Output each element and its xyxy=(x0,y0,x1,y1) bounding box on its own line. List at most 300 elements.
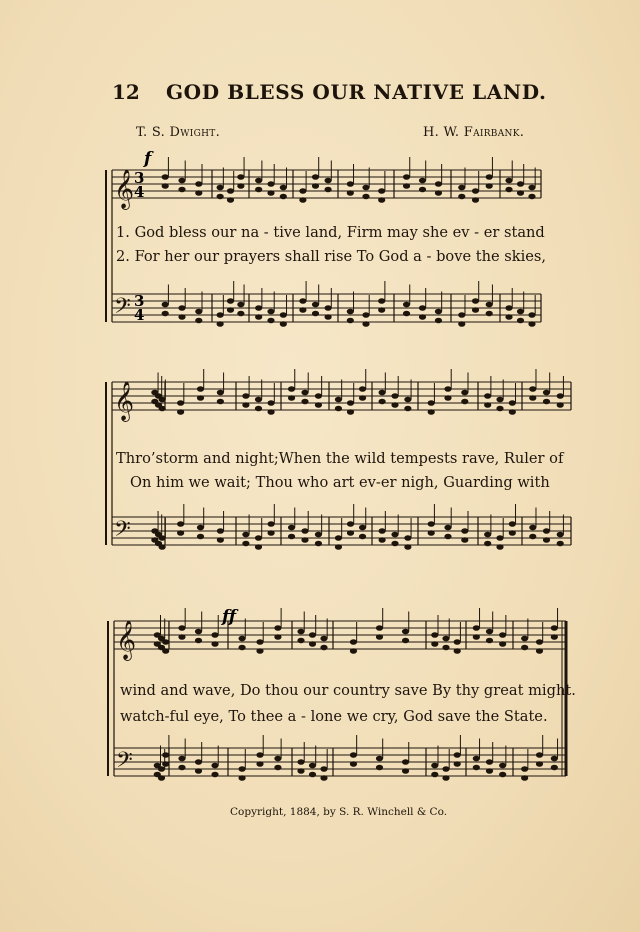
note-head-lower xyxy=(255,406,262,412)
note-head xyxy=(217,528,224,534)
note-head-lower xyxy=(255,544,262,550)
note-head xyxy=(402,629,409,635)
time-signature-treble-top: 3 xyxy=(134,169,145,187)
note-head-lower xyxy=(238,775,245,781)
lyric-system2-verse1: Thro’storm and night;When the wild tempests rave, Ruler of xyxy=(116,450,564,467)
note-head-lower xyxy=(312,183,319,189)
note-head-lower xyxy=(458,321,465,327)
note-head xyxy=(320,766,327,772)
note-head-lower xyxy=(403,311,410,317)
note-head xyxy=(335,535,342,541)
note-head-lower xyxy=(217,399,224,405)
note-head xyxy=(268,400,275,406)
note-head-lower xyxy=(404,406,411,412)
note-head xyxy=(378,188,385,194)
lyric-system1-verse2: 2. For her our prayers shall rise To God a - bove the skies, xyxy=(116,248,547,265)
note-head-lower xyxy=(217,537,224,543)
note-head-lower xyxy=(350,761,357,767)
note-head xyxy=(376,756,383,762)
note-head-lower xyxy=(347,318,354,324)
note-head-lower xyxy=(211,641,218,647)
note-head xyxy=(444,525,451,531)
note-head-lower xyxy=(435,190,442,196)
note-head-lower xyxy=(238,645,245,651)
note-head xyxy=(162,174,169,180)
note-head-lower xyxy=(536,648,543,654)
note-head-lower xyxy=(378,197,385,203)
note-head xyxy=(521,636,528,642)
note-head xyxy=(177,521,184,527)
note-head-lower xyxy=(320,775,327,781)
note-head xyxy=(238,636,245,642)
note-head xyxy=(486,759,493,765)
note-head xyxy=(227,188,234,194)
note-head-lower xyxy=(177,530,184,536)
note-head xyxy=(274,625,281,631)
note-head-lower xyxy=(505,187,512,193)
note-head xyxy=(256,639,263,645)
note-head xyxy=(551,625,558,631)
note-head xyxy=(217,185,224,191)
note-head-lower xyxy=(195,190,202,196)
note-head-lower xyxy=(496,544,503,550)
note-head-lower xyxy=(557,402,564,408)
note-head xyxy=(496,535,503,541)
note-head xyxy=(454,752,461,758)
note-head-lower xyxy=(486,638,493,644)
treble-clef-icon: 𝄞 xyxy=(116,620,137,660)
note-head-lower xyxy=(505,314,512,320)
note-head xyxy=(435,181,442,187)
note-head xyxy=(350,639,357,645)
lyric-system1-verse1: 1. God bless our na - tive land, Firm may she ev - er stand xyxy=(116,224,545,241)
note-head xyxy=(297,629,304,635)
note-head xyxy=(444,386,451,392)
note-head xyxy=(486,629,493,635)
note-head-lower xyxy=(335,544,342,550)
note-head xyxy=(320,636,327,642)
note-head xyxy=(378,298,385,304)
note-head-lower xyxy=(237,183,244,189)
note-head xyxy=(517,181,524,187)
dynamic-fortissimo: ff xyxy=(222,607,237,627)
note-head xyxy=(347,309,354,315)
bass-clef-icon: 𝄢 xyxy=(116,748,133,778)
note-head-lower xyxy=(431,641,438,647)
note-head xyxy=(484,393,491,399)
note-head xyxy=(195,181,202,187)
note-head-lower xyxy=(178,765,185,771)
note-head-lower xyxy=(473,765,480,771)
note-head xyxy=(325,305,332,311)
note-head xyxy=(315,532,322,538)
note-head-lower xyxy=(325,314,332,320)
note-head-lower xyxy=(256,648,263,654)
note-head xyxy=(217,390,224,396)
note-head xyxy=(255,178,262,184)
note-head-lower xyxy=(484,402,491,408)
note-head-lower xyxy=(529,395,536,401)
note-head xyxy=(379,390,386,396)
note-head xyxy=(517,309,524,315)
note-head xyxy=(347,521,354,527)
note-head-lower xyxy=(211,772,218,778)
note-head-lower xyxy=(454,761,461,767)
note-head xyxy=(325,178,332,184)
note-head-lower xyxy=(458,194,465,200)
note-head-lower xyxy=(521,645,528,651)
note-head-lower xyxy=(274,634,281,640)
note-head-lower xyxy=(517,190,524,196)
note-head-lower xyxy=(280,321,287,327)
note-head xyxy=(543,390,550,396)
note-head xyxy=(195,759,202,765)
note-head-lower xyxy=(178,634,185,640)
note-head xyxy=(528,312,535,318)
note-head-lower xyxy=(362,194,369,200)
note-head-lower xyxy=(557,541,564,547)
note-head xyxy=(402,759,409,765)
treble-clef-icon: 𝄞 xyxy=(114,169,135,209)
note-head-lower xyxy=(288,395,295,401)
note-head xyxy=(543,528,550,534)
note-head-lower xyxy=(162,311,169,317)
note-head-lower xyxy=(496,406,503,412)
note-head xyxy=(162,752,169,758)
note-head-lower xyxy=(227,197,234,203)
note-head xyxy=(499,763,506,769)
note-head xyxy=(496,397,503,403)
note-head xyxy=(195,309,202,315)
note-head xyxy=(403,174,410,180)
note-head-lower xyxy=(529,534,536,540)
note-head xyxy=(431,763,438,769)
note-head xyxy=(458,312,465,318)
note-head xyxy=(435,309,442,315)
note-head xyxy=(350,752,357,758)
note-head-lower xyxy=(217,321,224,327)
note-head xyxy=(347,400,354,406)
note-head-lower xyxy=(486,183,493,189)
note-head xyxy=(159,397,166,403)
note-head xyxy=(419,305,426,311)
note-head xyxy=(499,632,506,638)
note-head-lower xyxy=(242,541,249,547)
note-head-lower xyxy=(335,406,342,412)
note-head xyxy=(473,756,480,762)
note-head xyxy=(403,302,410,308)
lyric-system2-verse2: On him we wait; Thou who art ev-er nigh, Guarding with xyxy=(130,474,550,491)
note-head-lower xyxy=(178,187,185,193)
note-head xyxy=(178,305,185,311)
note-head-lower xyxy=(404,544,411,550)
note-head xyxy=(362,185,369,191)
note-head-lower xyxy=(499,641,506,647)
note-head-lower xyxy=(509,409,516,415)
note-head-lower xyxy=(301,399,308,405)
note-head xyxy=(486,174,493,180)
note-head-lower xyxy=(391,541,398,547)
note-head-lower xyxy=(536,761,543,767)
note-head-lower xyxy=(268,530,275,536)
note-head xyxy=(529,525,536,531)
note-head-lower xyxy=(435,318,442,324)
note-head-lower xyxy=(431,772,438,778)
note-head xyxy=(505,305,512,311)
note-head-lower xyxy=(347,530,354,536)
note-head xyxy=(178,756,185,762)
note-head-lower xyxy=(347,190,354,196)
note-head xyxy=(486,302,493,308)
note-head xyxy=(255,305,262,311)
note-head-lower xyxy=(472,307,479,313)
note-head xyxy=(458,185,465,191)
time-signature-bass-bottom: 4 xyxy=(134,306,145,324)
note-head-lower xyxy=(162,648,169,654)
note-head xyxy=(238,766,245,772)
note-head-lower xyxy=(280,194,287,200)
note-head xyxy=(159,535,166,541)
note-head-lower xyxy=(299,307,306,313)
note-head xyxy=(529,386,536,392)
note-head xyxy=(551,756,558,762)
note-head xyxy=(528,185,535,191)
note-head-lower xyxy=(325,187,332,193)
note-head-lower xyxy=(162,761,169,767)
note-head-lower xyxy=(362,321,369,327)
note-head-lower xyxy=(197,395,204,401)
note-head xyxy=(288,386,295,392)
note-head xyxy=(391,532,398,538)
note-head-lower xyxy=(227,307,234,313)
note-head-lower xyxy=(551,634,558,640)
note-head-lower xyxy=(267,318,274,324)
note-head xyxy=(158,766,165,772)
copyright-notice: Copyright, 1884, by S. R. Winchell & Co. xyxy=(230,806,448,818)
note-head xyxy=(315,393,322,399)
note-head xyxy=(309,632,316,638)
note-head-lower xyxy=(267,190,274,196)
note-head-lower xyxy=(315,402,322,408)
note-head-lower xyxy=(419,187,426,193)
note-head-lower xyxy=(312,311,319,317)
note-head xyxy=(536,752,543,758)
note-head xyxy=(442,766,449,772)
note-head xyxy=(280,312,287,318)
note-head-lower xyxy=(551,765,558,771)
note-head xyxy=(312,174,319,180)
note-head-lower xyxy=(486,768,493,774)
note-head xyxy=(428,400,435,406)
note-head xyxy=(211,763,218,769)
note-head-lower xyxy=(162,183,169,189)
note-head-lower xyxy=(444,395,451,401)
note-head xyxy=(419,178,426,184)
note-head-lower xyxy=(309,772,316,778)
note-head xyxy=(505,178,512,184)
note-head xyxy=(362,312,369,318)
note-head-lower xyxy=(428,530,435,536)
note-head xyxy=(309,763,316,769)
note-head xyxy=(461,390,468,396)
page-number: 12 xyxy=(112,80,140,104)
note-head xyxy=(242,532,249,538)
note-head xyxy=(197,386,204,392)
note-head-lower xyxy=(528,194,535,200)
note-head-lower xyxy=(177,409,184,415)
note-head xyxy=(312,302,319,308)
note-head xyxy=(217,312,224,318)
note-head xyxy=(255,535,262,541)
note-head xyxy=(376,625,383,631)
note-head-lower xyxy=(379,537,386,543)
note-head xyxy=(237,302,244,308)
note-head-lower xyxy=(268,409,275,415)
note-head-lower xyxy=(255,187,262,193)
note-head-lower xyxy=(237,311,244,317)
note-head xyxy=(288,525,295,531)
note-head xyxy=(335,397,342,403)
note-head-lower xyxy=(442,645,449,651)
note-head xyxy=(268,521,275,527)
note-head-lower xyxy=(195,318,202,324)
composer-credit: H. W. Fairbank. xyxy=(423,125,525,140)
note-head-lower xyxy=(528,321,535,327)
dynamic-forte: f xyxy=(144,149,152,169)
note-head xyxy=(178,178,185,184)
note-head-lower xyxy=(299,197,306,203)
note-head-lower xyxy=(347,409,354,415)
note-head-lower xyxy=(297,768,304,774)
note-head xyxy=(391,393,398,399)
note-head-lower xyxy=(376,634,383,640)
note-head xyxy=(280,185,287,191)
note-head xyxy=(509,521,516,527)
note-head xyxy=(162,639,169,645)
treble-clef-icon: 𝄞 xyxy=(114,381,135,421)
note-head xyxy=(557,393,564,399)
note-head-lower xyxy=(195,638,202,644)
note-head xyxy=(379,528,386,534)
note-head-lower xyxy=(315,541,322,547)
note-head xyxy=(297,759,304,765)
note-head xyxy=(454,639,461,645)
note-head-lower xyxy=(195,768,202,774)
note-head-lower xyxy=(256,761,263,767)
note-head-lower xyxy=(521,775,528,781)
note-head xyxy=(267,181,274,187)
note-head-lower xyxy=(217,194,224,200)
note-head xyxy=(256,752,263,758)
note-head-lower xyxy=(499,772,506,778)
note-head-lower xyxy=(159,544,166,550)
note-head-lower xyxy=(402,638,409,644)
note-head xyxy=(404,397,411,403)
note-head-lower xyxy=(444,534,451,540)
note-head xyxy=(242,393,249,399)
note-head xyxy=(162,302,169,308)
note-head-lower xyxy=(509,530,516,536)
note-head xyxy=(359,386,366,392)
note-head-lower xyxy=(376,765,383,771)
note-head xyxy=(473,625,480,631)
note-head xyxy=(557,532,564,538)
note-head-lower xyxy=(309,641,316,647)
note-head-lower xyxy=(350,648,357,654)
note-head xyxy=(299,298,306,304)
note-head xyxy=(274,756,281,762)
note-head xyxy=(227,298,234,304)
note-head-lower xyxy=(543,399,550,405)
note-head-lower xyxy=(359,534,366,540)
note-head-lower xyxy=(359,395,366,401)
note-head-lower xyxy=(461,399,468,405)
note-head-lower xyxy=(159,406,166,412)
note-head xyxy=(237,174,244,180)
time-signature-treble-bottom: 4 xyxy=(134,183,145,201)
note-head xyxy=(461,528,468,534)
note-head xyxy=(472,188,479,194)
note-head xyxy=(255,397,262,403)
note-head xyxy=(404,535,411,541)
note-head xyxy=(431,632,438,638)
note-head-lower xyxy=(197,534,204,540)
note-head xyxy=(301,528,308,534)
note-head-lower xyxy=(178,314,185,320)
note-head xyxy=(299,188,306,194)
note-head xyxy=(359,525,366,531)
time-signature-bass-top: 3 xyxy=(134,292,145,310)
note-head xyxy=(347,181,354,187)
note-head-lower xyxy=(379,399,386,405)
bass-clef-icon: 𝄢 xyxy=(114,294,131,324)
note-head-lower xyxy=(320,645,327,651)
note-head-lower xyxy=(158,775,165,781)
note-head xyxy=(195,629,202,635)
note-head-lower xyxy=(419,314,426,320)
note-head-lower xyxy=(297,638,304,644)
note-head-lower xyxy=(428,409,435,415)
note-head xyxy=(472,298,479,304)
note-head-lower xyxy=(442,775,449,781)
note-head-lower xyxy=(472,197,479,203)
note-head-lower xyxy=(255,314,262,320)
note-head-lower xyxy=(301,537,308,543)
hymn-title: GOD BLESS OUR NATIVE LAND. xyxy=(166,80,547,104)
note-head-lower xyxy=(378,307,385,313)
note-head-lower xyxy=(543,537,550,543)
note-head xyxy=(521,766,528,772)
note-head xyxy=(177,400,184,406)
note-head xyxy=(509,400,516,406)
lyric-system3-verse1: wind and wave, Do thou our country save By thy great might. xyxy=(120,682,576,699)
note-head-lower xyxy=(391,402,398,408)
note-head-lower xyxy=(274,765,281,771)
note-head xyxy=(267,309,274,315)
lyric-system3-verse2: watch-ful eye, To thee a - lone we cry, God save the State. xyxy=(120,708,548,725)
note-head xyxy=(428,521,435,527)
note-head-lower xyxy=(461,537,468,543)
note-head-lower xyxy=(288,534,295,540)
note-head-lower xyxy=(517,318,524,324)
note-head-lower xyxy=(486,311,493,317)
poet-credit: T. S. Dwight. xyxy=(136,125,221,140)
note-head-lower xyxy=(242,402,249,408)
note-head xyxy=(536,639,543,645)
note-head xyxy=(484,532,491,538)
note-head xyxy=(301,390,308,396)
note-head-lower xyxy=(403,183,410,189)
